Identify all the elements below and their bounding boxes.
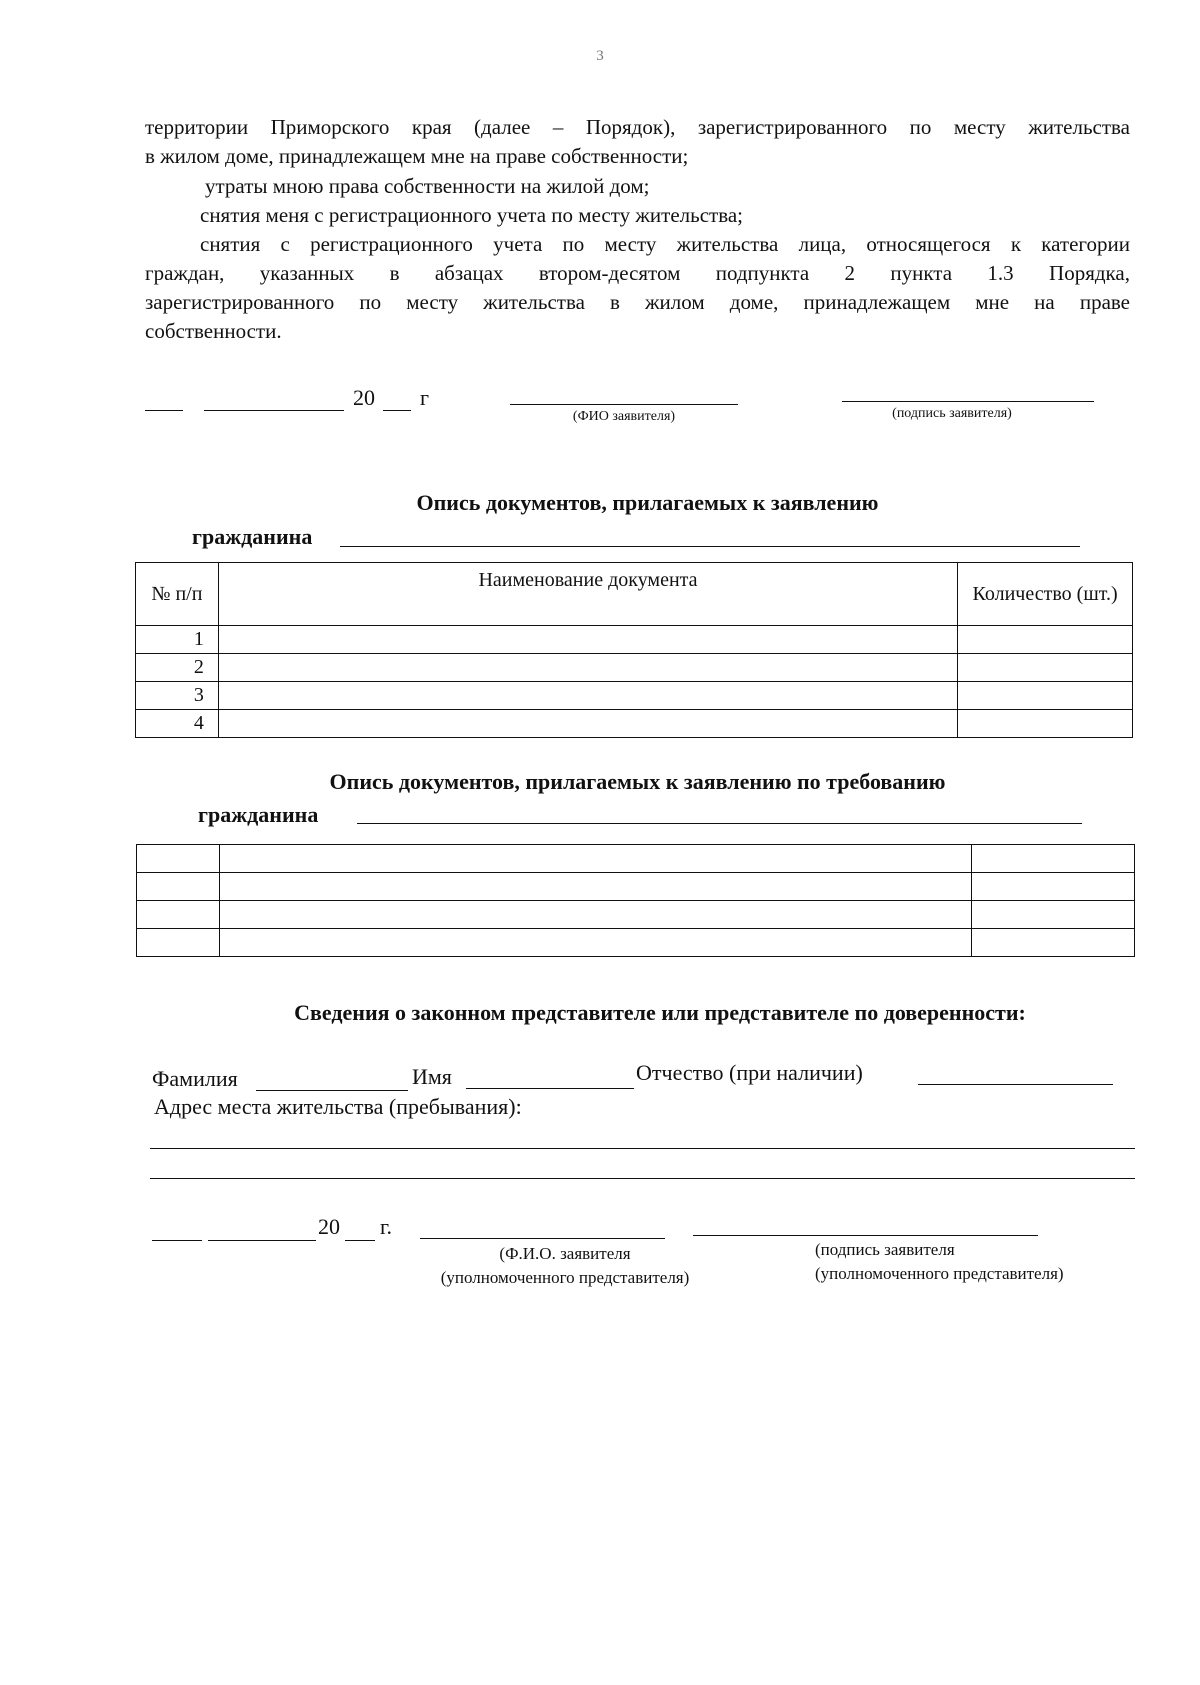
surname-label: Фамилия xyxy=(152,1066,238,1091)
row-name-cell[interactable] xyxy=(218,710,957,738)
row-qty-cell[interactable] xyxy=(972,845,1135,873)
header-num xyxy=(136,563,219,626)
inventory-2-table xyxy=(136,844,1135,957)
row-qty-cell[interactable] xyxy=(972,929,1135,957)
address-label: Адрес места жительства (пребывания): xyxy=(154,1094,522,1119)
table-row xyxy=(136,682,1133,710)
address-line-1[interactable] xyxy=(150,1148,1135,1149)
paragraph-4-line-2: граждан, указанных в абзацах втором-десятом подпункта 2 пункта 1.3 Порядка, xyxy=(145,261,1130,285)
paragraph-2: утраты мною права собственности на жилой дом; xyxy=(205,174,650,198)
surname-blank[interactable] xyxy=(256,1090,408,1091)
signature-blank-2[interactable] xyxy=(693,1235,1038,1236)
year-suffix: г xyxy=(420,385,430,410)
signature-blank[interactable] xyxy=(842,401,1094,402)
table-row xyxy=(137,845,1135,873)
table-row xyxy=(137,901,1135,929)
row-qty-cell[interactable] xyxy=(958,654,1133,682)
paragraph-4-line-3: зарегистрированного по месту жительства в жилом доме, принадлежащем мне на праве xyxy=(145,290,1130,314)
row-num: 4 xyxy=(136,710,219,738)
header-num-text: № п/п xyxy=(151,583,203,605)
patronymic-blank[interactable] xyxy=(918,1084,1113,1085)
page-number: 3 xyxy=(596,48,604,64)
patronymic-label: Отчество (при наличии) xyxy=(636,1060,863,1085)
month-blank[interactable] xyxy=(204,410,344,411)
signature-caption-2-line-2: (уполномоченного представителя) xyxy=(815,1264,1064,1283)
fio-blank-2[interactable] xyxy=(420,1238,665,1239)
table-row xyxy=(136,710,1133,738)
paragraph-1-line-1: территории Приморского края (далее – Порядок), зарегистрированного по месту жительства xyxy=(145,115,1130,139)
table-row xyxy=(137,929,1135,957)
row-name-cell[interactable] xyxy=(219,929,972,957)
paragraph-3: снятия меня с регистрационного учета по месту жительства; xyxy=(200,203,743,227)
year-blank-2[interactable] xyxy=(345,1240,375,1241)
paragraph-4-line-4: собственности. xyxy=(145,319,282,343)
row-num-cell[interactable] xyxy=(137,901,220,929)
fio-caption-2-line-2: (уполномоченного представителя) xyxy=(440,1268,690,1287)
row-name-cell[interactable] xyxy=(218,654,957,682)
fio-caption: (ФИО заявителя) xyxy=(572,409,676,424)
row-qty-cell[interactable] xyxy=(958,626,1133,654)
row-name-cell[interactable] xyxy=(218,626,957,654)
row-qty-cell[interactable] xyxy=(958,710,1133,738)
table-row xyxy=(136,654,1133,682)
address-line-2[interactable] xyxy=(150,1178,1135,1179)
inventory-2-title: Опись документов, прилагаемых к заявлению по требованию xyxy=(329,769,946,794)
paragraph-4-line-1: снятия с регистрационного учета по месту жительства лица, относящегося к категории xyxy=(200,232,1130,256)
row-name-cell[interactable] xyxy=(218,682,957,710)
row-num-cell[interactable] xyxy=(137,845,220,873)
year-prefix-2: 20 xyxy=(318,1214,340,1239)
row-num-cell[interactable] xyxy=(137,929,220,957)
inventory-2-citizen-label: гражданина xyxy=(198,802,319,827)
row-qty-cell[interactable] xyxy=(958,682,1133,710)
row-num-cell[interactable] xyxy=(137,873,220,901)
row-qty-cell[interactable] xyxy=(972,873,1135,901)
header-qty: Количество (шт.) xyxy=(958,563,1133,626)
inventory-1-table xyxy=(135,562,1133,738)
table-row xyxy=(136,626,1133,654)
fio-caption-2-line-1: (Ф.И.О. заявителя xyxy=(499,1244,631,1263)
inventory-1-title: Опись документов, прилагаемых к заявлению xyxy=(416,490,879,515)
table-header-row xyxy=(136,563,1133,626)
row-name-cell[interactable] xyxy=(219,901,972,929)
name-label: Имя xyxy=(412,1064,452,1089)
day-blank[interactable] xyxy=(145,410,183,411)
inventory-1-citizen-label: гражданина xyxy=(192,524,313,549)
header-name: Наименование документа xyxy=(218,563,957,626)
row-num: 1 xyxy=(136,626,219,654)
paragraph-1-line-2: в жилом доме, принадлежащем мне на праве собственности; xyxy=(145,144,689,168)
day-blank-2[interactable] xyxy=(152,1240,202,1241)
year-suffix-2: г. xyxy=(380,1214,393,1239)
row-num: 2 xyxy=(136,654,219,682)
year-prefix: 20 xyxy=(353,385,375,410)
inventory-2-citizen-blank[interactable] xyxy=(357,823,1082,824)
representative-title: Сведения о законном представителе или представителе по доверенности: xyxy=(294,1000,1026,1025)
fio-blank[interactable] xyxy=(510,404,738,405)
month-blank-2[interactable] xyxy=(208,1240,316,1241)
row-num: 3 xyxy=(136,682,219,710)
name-blank[interactable] xyxy=(466,1088,634,1089)
row-name-cell[interactable] xyxy=(219,845,972,873)
row-name-cell[interactable] xyxy=(219,873,972,901)
inventory-1-citizen-blank[interactable] xyxy=(340,546,1080,547)
year-blank[interactable] xyxy=(383,410,411,411)
signature-caption-2-line-1: (подпись заявителя xyxy=(815,1240,955,1259)
table-row xyxy=(137,873,1135,901)
signature-caption: (подпись заявителя) xyxy=(892,406,1012,421)
row-qty-cell[interactable] xyxy=(972,901,1135,929)
